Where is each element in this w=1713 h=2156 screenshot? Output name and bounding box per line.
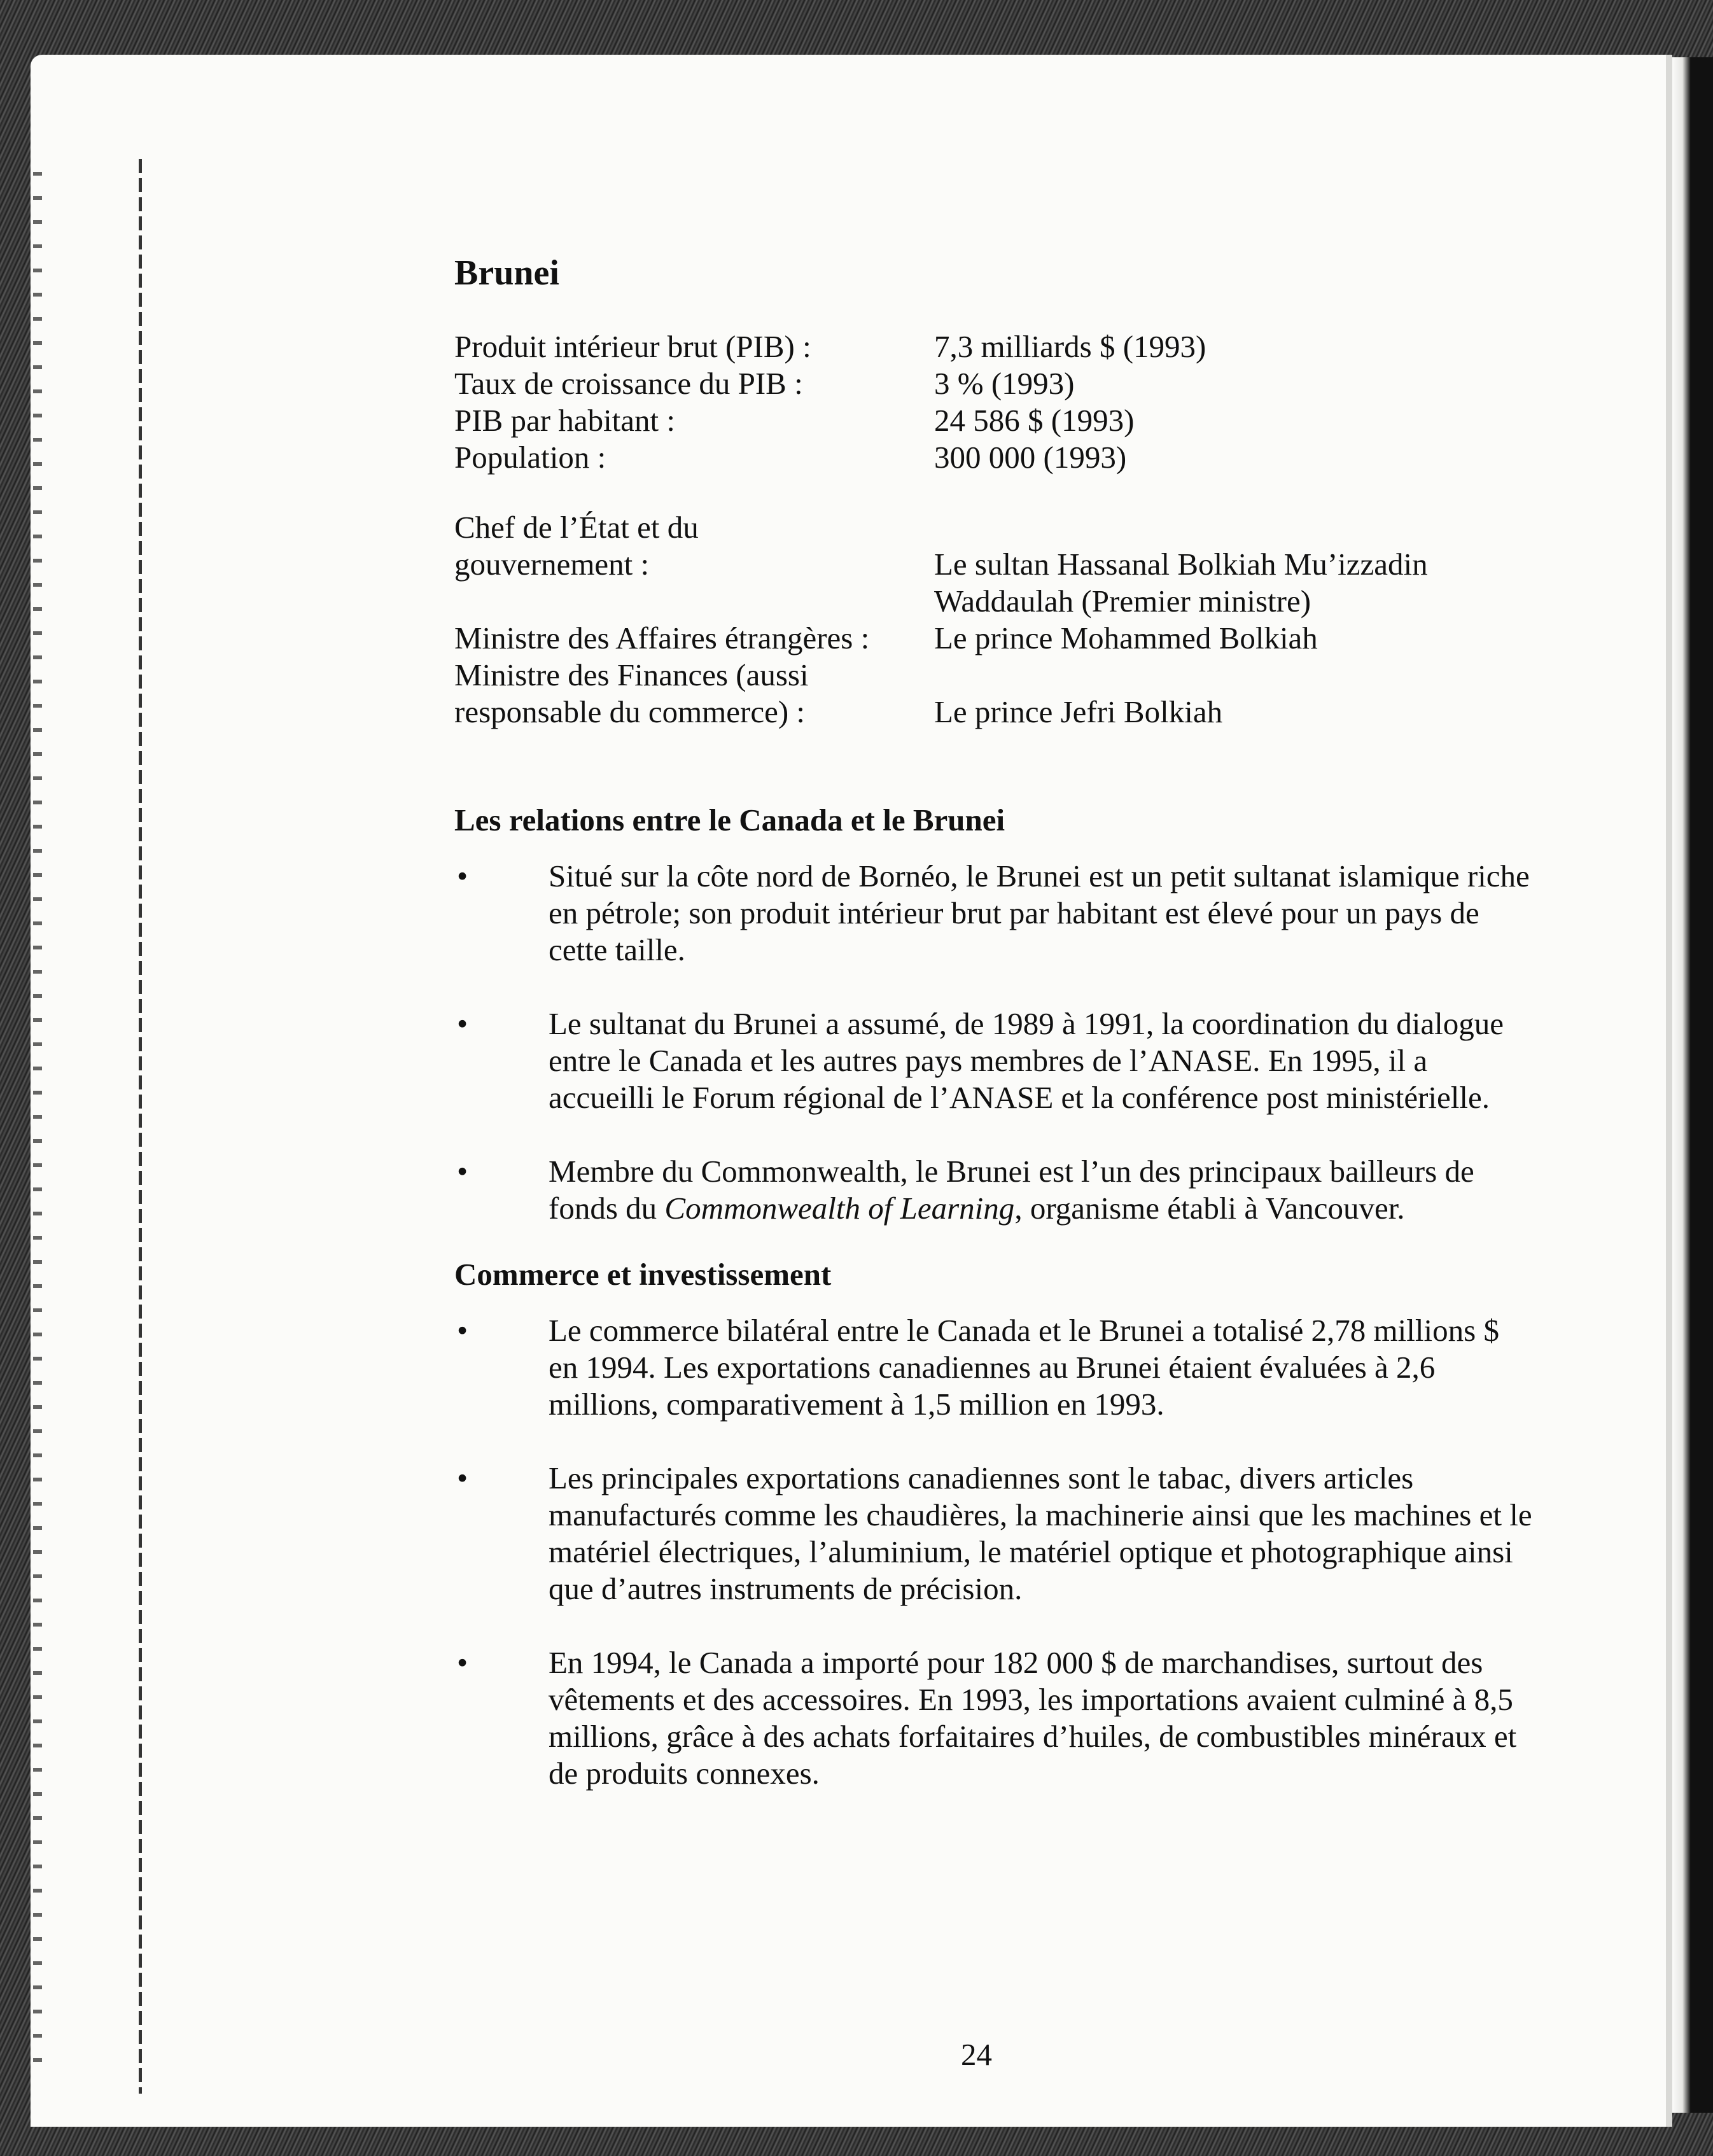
- list-item-text: Membre du Commonwealth, le Brunei est l’un des principaux bailleurs de fonds du Commonwealth of Learning, organisme établi à Vancouver.: [549, 1154, 1474, 1226]
- bullet-icon: •: [457, 858, 468, 893]
- leader-value: Le prince Jefri Bolkiah: [934, 694, 1223, 729]
- fact-value: 24 586 $ (1993): [934, 403, 1135, 438]
- list-item-text: En 1994, le Canada a importé pour 182 000 $ de marchandises, surtout des vêtements et des accessoires. En 1993, les importations avaient culminé à 8,5 millions, grâce à des achats forfaitaires d’huiles, de combustibles minéraux et de produits connexes.: [549, 1645, 1517, 1791]
- fact-label: Taux de croissance du PIB :: [454, 366, 803, 401]
- leader-row-finance: [454, 657, 1536, 694]
- leader-row-foreign-affairs: [454, 620, 1536, 657]
- bullet-icon: •: [457, 1645, 468, 1680]
- list-item: [454, 858, 1536, 969]
- list-item-text: Le sultanat du Brunei a assumé, de 1989 à 1991, la coordination du dialogue entre le Canada et les autres pays membres de l’ANASE. En 1995, il a accueilli le Forum régional de l’ANASE et la conférence post ministérielle.: [549, 1006, 1504, 1115]
- leader-label: Chef de l’État et du: [454, 510, 699, 545]
- list-item: [454, 1312, 1536, 1423]
- leader-row-finance: [454, 694, 1536, 731]
- leader-value: Le sultan Hassanal Bolkiah Mu’izzadin: [934, 547, 1428, 582]
- fact-value: 3 % (1993): [934, 366, 1075, 401]
- page-title: Brunei: [454, 253, 559, 293]
- bullet-icon: •: [457, 1006, 468, 1041]
- leader-label: Ministre des Finances (aussi: [454, 657, 809, 692]
- fact-label: Population :: [454, 440, 606, 475]
- bullet-icon: •: [457, 1460, 468, 1495]
- fact-row: [454, 328, 1536, 365]
- fact-row: [454, 402, 1536, 439]
- fact-row: [454, 365, 1536, 402]
- organization-name: Commonwealth of Learning: [664, 1191, 1015, 1226]
- fact-value: 7,3 milliards $ (1993): [934, 329, 1206, 364]
- page-right-edge-shadow: [1672, 57, 1713, 2113]
- list-item-text: Les principales exportations canadiennes sont le tabac, divers articles manufacturés comme les chaudières, la machinerie ainsi que les machines et le matériel électriques, l’aluminium, le matériel optique et photographique ainsi que d’autres instruments de précision.: [549, 1460, 1532, 1606]
- list-item: [454, 1644, 1536, 1792]
- list-item: [454, 1460, 1536, 1607]
- leader-value: Waddaulah (Premier ministre): [934, 584, 1311, 619]
- fact-value: 300 000 (1993): [934, 440, 1127, 475]
- fact-label: Produit intérieur brut (PIB) :: [454, 329, 811, 364]
- page-number: 24: [961, 2037, 992, 2072]
- section-heading-relations: Les relations entre le Canada et le Brunei: [454, 802, 1005, 837]
- fact-row: [454, 439, 1536, 476]
- leader-label: responsable du commerce) :: [454, 694, 806, 729]
- binding-holes: [33, 172, 42, 2081]
- list-item-text: Le commerce bilatéral entre le Canada et le Brunei a totalisé 2,78 millions $ en 1994. Les exportations canadiennes au Brunei étaient évaluées à 2,6 millions, comparativement à 1,5 million en 1993.: [549, 1313, 1499, 1422]
- document-body: [454, 255, 1536, 1829]
- leader-label: Ministre des Affaires étrangères :: [454, 620, 870, 655]
- section-heading-trade: Commerce et investissement: [454, 1257, 832, 1292]
- leader-row-head-of-state: [454, 509, 1536, 546]
- list-item: [454, 1153, 1536, 1227]
- leader-row-head-of-state: [454, 546, 1536, 583]
- leader-value: Le prince Mohammed Bolkiah: [934, 620, 1318, 655]
- country-facts-table: [454, 328, 1536, 731]
- list-item-text: Situé sur la côte nord de Bornéo, le Brunei est un petit sultanat islamique riche en pétrole; son produit intérieur brut par habitant est élevé pour un pays de cette taille.: [549, 858, 1530, 967]
- bullet-icon: •: [457, 1154, 468, 1189]
- list-item: [454, 1005, 1536, 1116]
- leader-label: gouvernement :: [454, 547, 650, 582]
- bullet-icon: •: [457, 1313, 468, 1348]
- binding-edge-line: [139, 159, 142, 2094]
- leader-row-head-of-state: [454, 583, 1536, 620]
- fact-label: PIB par habitant :: [454, 403, 676, 438]
